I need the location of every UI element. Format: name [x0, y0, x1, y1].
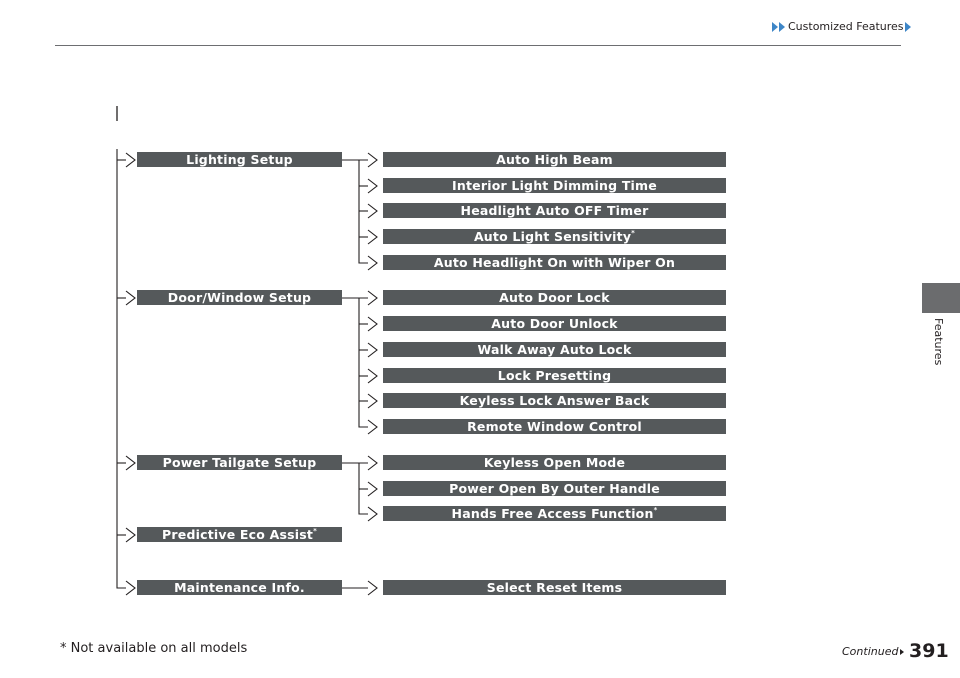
footnote: * Not available on all models: [60, 641, 248, 656]
continued-label: Continued: [842, 645, 899, 658]
section-title: Customized Features: [788, 20, 904, 33]
menu-item-remote-window-control: [383, 419, 726, 434]
menu-item-keyless-open-mode: [383, 455, 726, 470]
menu-item-keyless-lock-answer-back: [383, 393, 726, 408]
chevron-right-icon: [900, 649, 904, 655]
menu-item-label: Auto Door Unlock: [491, 316, 618, 331]
asterisk-mark: *: [631, 229, 636, 237]
menu-item-label: Select Reset Items: [486, 580, 623, 595]
menu-group-lighting-setup: [137, 152, 342, 167]
menu-group-maintenance-info: [137, 580, 342, 595]
menu-item-headlight-auto-off-timer: [383, 203, 726, 218]
menu-item-label: Keyless Open Mode: [483, 455, 626, 470]
menu-item-label: Keyless Lock Answer Back: [459, 393, 650, 408]
menu-item-walk-away-auto-lock: [383, 342, 726, 357]
menu-item-lock-presetting: [383, 368, 726, 383]
menu-group-label: Lighting Setup: [186, 152, 293, 167]
menu-item-label: Power Open By Outer Handle: [449, 481, 660, 496]
menu-item-auto-light-sensitivity: [383, 229, 726, 244]
menu-item-label: Walk Away Auto Lock: [477, 342, 632, 357]
menu-item-label: Lock Presetting: [497, 368, 612, 383]
asterisk-mark: *: [313, 527, 317, 535]
menu-group-power-tailgate-setup: [137, 455, 342, 470]
menu-group-label: Maintenance Info.: [174, 580, 305, 595]
continued-indicator: [842, 645, 904, 658]
menu-group-predictive-eco-assist: [137, 527, 342, 542]
page-number: 391: [909, 640, 949, 662]
menu-group-label: Door/Window Setup: [167, 290, 312, 305]
menu-item-label: Remote Window Control: [467, 419, 642, 434]
menu-item-auto-headlight-on-with-wiper-on: [383, 255, 726, 270]
menu-item-label: Headlight Auto OFF Timer: [460, 203, 649, 218]
menu-group-label: Predictive Eco Assist: [162, 527, 314, 542]
menu-item-label: Auto Headlight On with Wiper On: [433, 255, 676, 270]
menu-item-select-reset-items: [383, 580, 726, 595]
menu-item-label: Auto Door Lock: [499, 290, 610, 305]
menu-item-label: Auto Light Sensitivity: [473, 229, 632, 244]
menu-item-power-open-by-outer-handle: [383, 481, 726, 496]
menu-group-door-window-setup: [137, 290, 342, 305]
menu-group-label: Power Tailgate Setup: [162, 455, 317, 470]
asterisk-mark: *: [653, 506, 658, 514]
menu-item-auto-door-lock: [383, 290, 726, 305]
menu-item-label: Interior Light Dimming Time: [452, 178, 657, 193]
menu-item-hands-free-access-function: [383, 506, 726, 521]
menu-item-auto-high-beam: [383, 152, 726, 167]
menu-item-label: Hands Free Access Function: [451, 506, 654, 521]
menu-item-interior-light-dimming-time: [383, 178, 726, 193]
menu-item-auto-door-unlock: [383, 316, 726, 331]
menu-item-label: Auto High Beam: [496, 152, 613, 167]
chapter-label: Features: [932, 318, 945, 366]
